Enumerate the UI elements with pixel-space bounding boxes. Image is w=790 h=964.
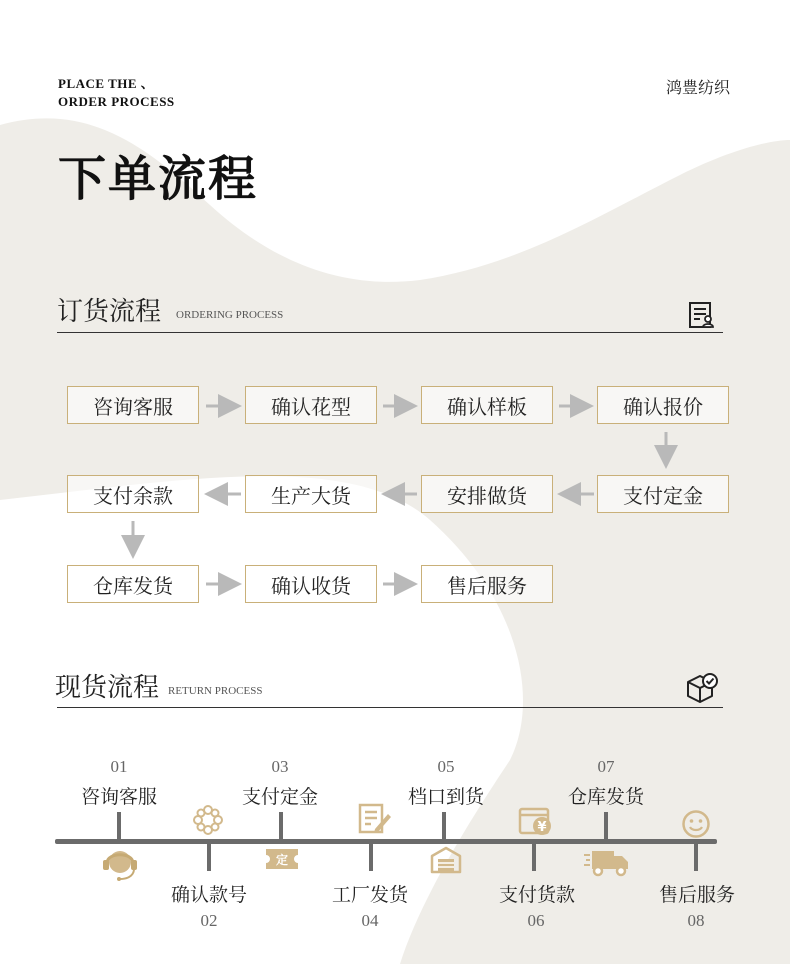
payment-yen-icon: [518, 806, 554, 838]
deposit-ticket-text: 定: [275, 853, 289, 867]
ordering-step-8: 支付余款: [67, 475, 199, 513]
ordering-step-4: 确认报价: [597, 386, 729, 424]
timeline-step-6-label: 支付货款: [498, 884, 575, 906]
ordering-section-subtitle: ORDERING PROCESS: [176, 309, 284, 321]
header-en-line1: PLACE THE 、: [58, 76, 155, 91]
stock-section-title: 现货流程: [55, 673, 160, 703]
timeline-step-1-label: 咨询客服: [80, 786, 157, 808]
stock-section-subtitle: RETURN PROCESS: [168, 685, 263, 697]
header-en-text: [58, 75, 175, 111]
ordering-step-6: 安排做货: [421, 475, 553, 513]
timeline-tick-6: [532, 843, 536, 871]
ordering-step-5: 支付定金: [597, 475, 729, 513]
timeline-step-7-label: 仓库发货: [567, 786, 644, 808]
timeline-step-5-label: 档口到货: [407, 786, 484, 808]
delivery-truck-icon: [584, 849, 630, 877]
timeline-tick-7: [604, 812, 608, 840]
timeline-step-5-number: 05: [437, 757, 455, 776]
timeline-step-4-label: 工厂发货: [331, 884, 408, 906]
timeline-step-4-number: 04: [361, 911, 379, 930]
ordering-step-1: 咨询客服: [67, 386, 199, 424]
box-check-icon: [685, 672, 719, 704]
stock-divider: [57, 707, 723, 708]
timeline-tick-1: [117, 812, 121, 840]
ordering-step-10: 确认收货: [245, 565, 377, 603]
timeline-step-1-number: 01: [110, 757, 128, 776]
brand-name: 鸿豊纺织: [665, 78, 730, 97]
timeline-line: [55, 839, 717, 844]
page-title: 下单流程: [58, 151, 259, 207]
ordering-step-9: 仓库发货: [67, 565, 199, 603]
timeline-tick-2: [207, 843, 211, 871]
timeline-step-3-number: 03: [271, 757, 289, 776]
customer-service-icon: [100, 846, 140, 882]
warehouse-icon: [430, 846, 462, 874]
smile-icon: [681, 809, 711, 839]
timeline-step-2-label: 确认款号: [170, 884, 247, 906]
ordering-section-title: 订货流程: [57, 297, 162, 327]
flower-pattern-icon: [192, 804, 224, 836]
document-user-icon: [688, 301, 716, 329]
timeline-tick-3: [279, 812, 283, 840]
timeline-step-2-number: 02: [200, 911, 218, 930]
timeline-tick-5: [442, 812, 446, 840]
edit-document-icon: [357, 802, 393, 836]
timeline-step-8-number: 08: [687, 911, 705, 930]
ordering-divider: [57, 332, 723, 333]
timeline-tick-4: [369, 843, 373, 871]
timeline-step-6-number: 06: [527, 911, 545, 930]
timeline-step-8-label: 售后服务: [658, 884, 735, 906]
ordering-step-3: 确认样板: [421, 386, 553, 424]
payment-yen-text: ¥: [537, 820, 547, 835]
timeline-step-7-number: 07: [597, 757, 615, 776]
timeline-step-3-label: 支付定金: [241, 786, 318, 808]
ordering-step-2: 确认花型: [245, 386, 377, 424]
ordering-step-11: 售后服务: [421, 565, 553, 603]
ordering-step-7: 生产大货: [245, 475, 377, 513]
timeline-tick-8: [694, 843, 698, 871]
header-en-line2: ORDER PROCESS: [58, 94, 175, 109]
deposit-ticket-icon: [264, 847, 300, 871]
